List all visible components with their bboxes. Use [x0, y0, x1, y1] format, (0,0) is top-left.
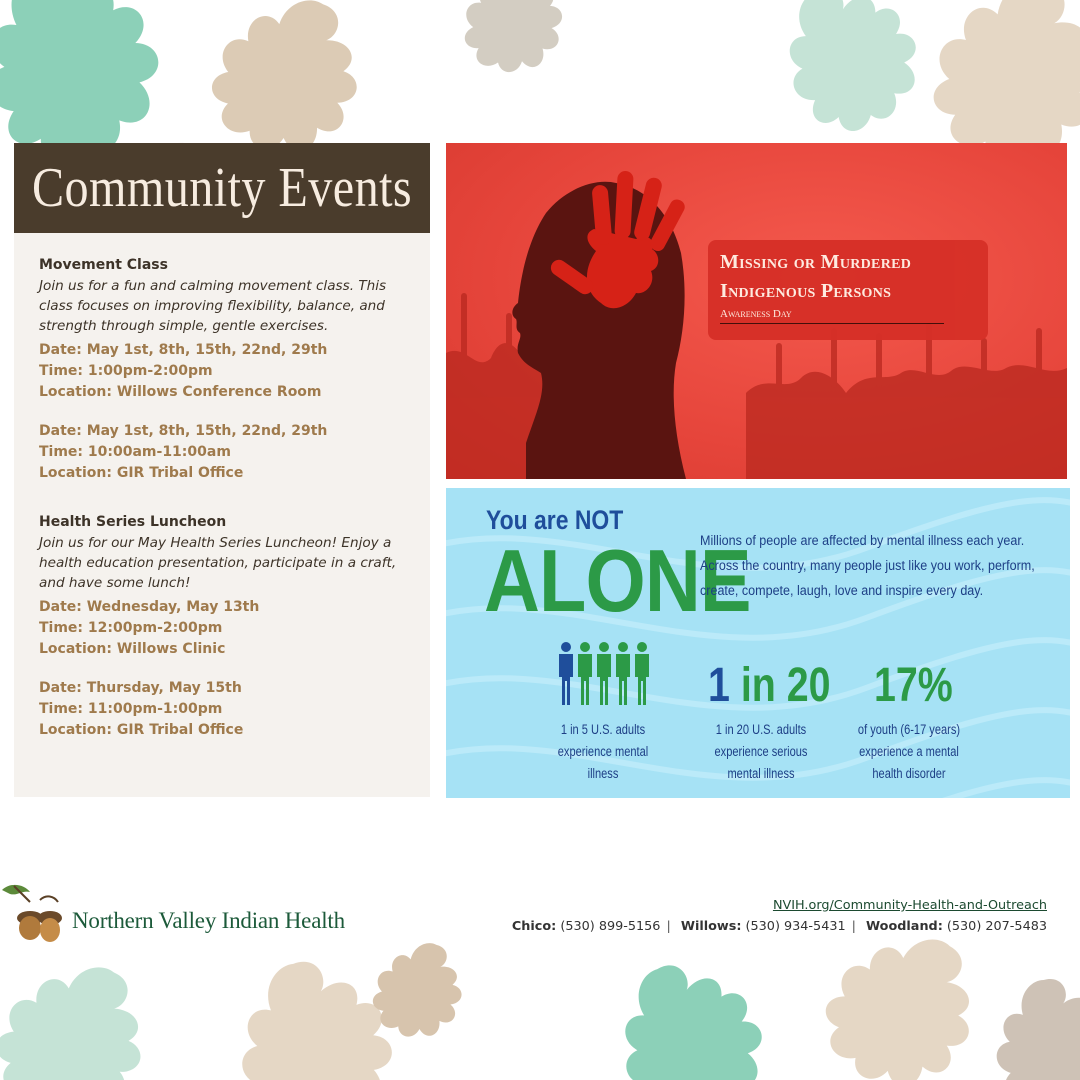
event-time: Time: 1:00pm-2:00pm: [39, 363, 213, 379]
event-name: Health Series Luncheon: [39, 514, 227, 530]
event-date: Date: Thursday, May 15th: [39, 680, 242, 696]
event-session: [39, 678, 430, 741]
mmip-awareness-banner: [446, 143, 1067, 479]
website-link[interactable]: NVIH.org/Community-Health-and-Outreach: [772, 898, 1047, 913]
stat-17-percent: 17%: [874, 659, 953, 712]
events-header: [14, 143, 430, 233]
events-body: [14, 233, 430, 741]
community-events-panel: [14, 143, 430, 797]
movement-class-event: [39, 257, 430, 484]
leaf-icon: [220, 945, 407, 1080]
person-icon: [578, 642, 592, 705]
event-time: Time: 11:00pm-1:00pm: [39, 701, 223, 717]
leaf-icon: [458, 0, 571, 80]
people-icon: [557, 641, 651, 705]
person-icon: [597, 642, 611, 705]
stat-number: 1: [708, 659, 730, 712]
mental-health-infographic: [446, 488, 1070, 798]
stat-number: in 20: [740, 659, 831, 712]
woodland-label: Woodland:: [866, 919, 943, 934]
leaf-icon: [758, 0, 941, 150]
willows-phone[interactable]: (530) 934-5431: [745, 919, 846, 934]
event-description: Join us for a fun and calming movement class. This class focuses on improving flexibility, balance, and strength through simple, gentle exercises.: [39, 278, 387, 334]
person-icon: [616, 642, 630, 705]
stat-1-in-20: [708, 658, 831, 713]
stat-caption: of youth (6-17 years) experience a mental health disorder: [857, 722, 961, 781]
event-date: Date: May 1st, 8th, 15th, 22nd, 29th: [39, 423, 328, 439]
event-name: Movement Class: [39, 257, 168, 273]
mmip-subtitle: Awareness Day: [720, 308, 944, 324]
event-description: Join us for our May Health Series Luncheon! Enjoy a health education presentation, participate in a craft, and have some lunch!: [39, 535, 397, 591]
person-icon: [635, 642, 649, 705]
event-location: Location: Willows Conference Room: [39, 384, 322, 400]
willows-label: Willows:: [680, 919, 742, 934]
phone-numbers: Chico: (530) 899-5156 | Willows: (530) 934-5431 | Woodland: (530) 207-5483: [511, 919, 1047, 934]
event-location: Location: GIR Tribal Office: [39, 465, 244, 481]
events-title: Community Events: [31, 157, 413, 219]
org-name: Northern Valley Indian Health: [72, 908, 345, 933]
event-session: [39, 597, 430, 660]
event-date: Date: May 1st, 8th, 15th, 22nd, 29th: [39, 342, 328, 358]
stat-caption: 1 in 20 U.S. adults experience serious mental illness: [714, 722, 808, 781]
mmip-title-box: [708, 240, 988, 340]
leaf-icon: [985, 970, 1080, 1080]
stat-caption: 1 in 5 U.S. adults experience mental illness: [557, 722, 649, 781]
mmip-title-line2: Indigenous Persons: [720, 280, 892, 302]
alone-text: ALONE: [484, 531, 751, 630]
person-icon: [559, 642, 573, 705]
leaf-icon: [593, 940, 784, 1080]
intro-text: Millions of people are affected by mental illness each year. Across the country, many people just like you work, perform, create, compete, laugh, love and inspire every day.: [700, 533, 1035, 598]
event-location: Location: GIR Tribal Office: [39, 722, 244, 738]
nvih-logo[interactable]: [0, 880, 380, 950]
event-time: Time: 12:00pm-2:00pm: [39, 620, 223, 636]
woodland-phone[interactable]: (530) 207-5483: [946, 919, 1047, 934]
health-luncheon-event: [39, 514, 430, 741]
event-location: Location: Willows Clinic: [39, 641, 226, 657]
mmip-title-line1: Missing or Murdered: [720, 251, 912, 273]
event-date: Date: Wednesday, May 13th: [39, 599, 260, 615]
leaf-icon: [0, 937, 173, 1080]
event-session: [39, 340, 430, 403]
you-are-not-text: You are NOT: [486, 505, 624, 535]
chico-label: Chico:: [511, 919, 557, 934]
event-session: [39, 421, 430, 484]
chico-phone[interactable]: (530) 899-5156: [560, 919, 661, 934]
acorn-icon: [0, 880, 72, 950]
event-time: Time: 10:00am-11:00am: [39, 444, 231, 460]
